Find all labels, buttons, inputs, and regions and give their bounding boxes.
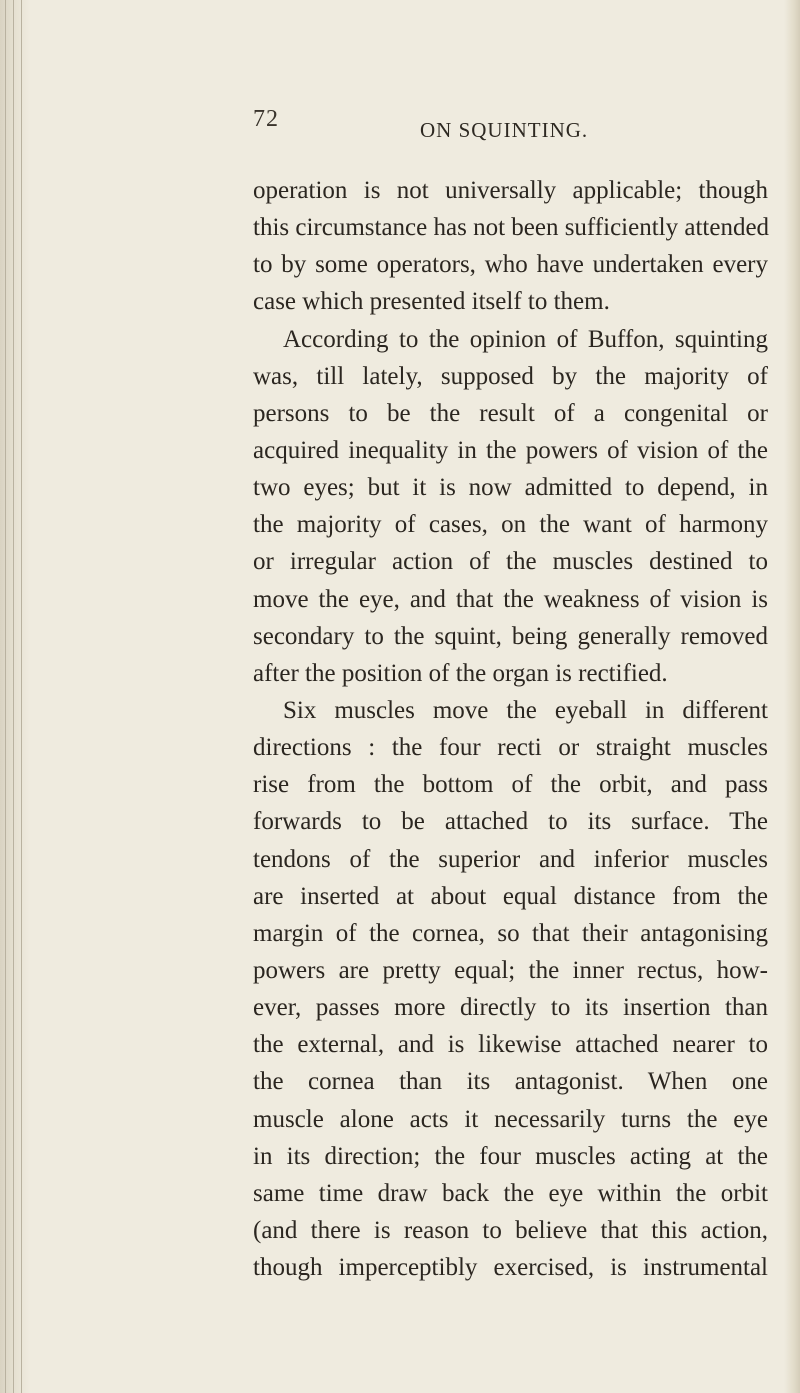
body-text	[253, 172, 768, 1286]
text-line: operation is not universally applicable; though	[253, 177, 768, 204]
text-line: this circumstance has not been sufficiently attended	[253, 214, 770, 242]
text-line: Six muscles move the eyeball in different	[283, 696, 768, 724]
text-line: to by some operators, who have undertaken every	[253, 251, 768, 279]
text-line: though imperceptibly exercised, is instrumental	[253, 1254, 768, 1282]
text-line: (and there is reason to believe that this action,	[253, 1216, 768, 1244]
gutter-line	[13, 0, 14, 1393]
text-line: powers are pretty equal; the inner rectus, how-	[253, 956, 768, 984]
running-title: ON SQUINTING.	[420, 118, 589, 142]
text-line: directions : the four recti or straight muscles	[253, 734, 768, 762]
gutter-line	[21, 0, 22, 1393]
text-line: are inserted at about equal distance from the	[253, 882, 768, 910]
text-line: tendons of the superior and inferior muscles	[253, 845, 768, 873]
text-line: ever, passes more directly to its insertion than	[253, 994, 768, 1022]
text-line: According to the opinion of Buffon, squinting	[283, 325, 768, 353]
gutter-line	[5, 0, 6, 1393]
text-line: rise from the bottom of the orbit, and pass	[253, 771, 768, 799]
text-line: two eyes; but it is now admitted to depend, in	[253, 474, 768, 502]
running-head	[0, 106, 800, 148]
page-number: 72	[253, 106, 279, 132]
page-edge	[784, 0, 800, 1393]
text-line: persons to be the result of a congenital or	[253, 399, 768, 427]
page-gutter	[0, 0, 30, 1393]
text-line: in its direction; the four muscles acting at the	[253, 1142, 768, 1170]
text-line: muscle alone acts it necessarily turns the eye	[253, 1105, 768, 1133]
text-line: the majority of cases, on the want of harmony	[253, 511, 768, 539]
text-line: the cornea than its antagonist. When one	[253, 1068, 768, 1096]
text-line: same time draw back the eye within the orbit	[253, 1179, 768, 1207]
text-line: or irregular action of the muscles destined to	[253, 548, 768, 576]
text-line: secondary to the squint, being generally removed	[253, 622, 768, 650]
text-line: forwards to be attached to its surface. The	[253, 808, 768, 836]
text-line: acquired inequality in the powers of vision of the	[253, 436, 768, 464]
text-line: the external, and is likewise attached nearer to	[253, 1031, 768, 1059]
text-line: was, till lately, supposed by the majority of	[253, 362, 768, 390]
text-line: move the eye, and that the weakness of vision is	[253, 585, 768, 613]
text-line: after the position of the organ is rectified.	[253, 659, 668, 687]
text-line: case which presented itself to them.	[253, 288, 610, 316]
text-line: margin of the cornea, so that their antagonising	[253, 919, 768, 947]
